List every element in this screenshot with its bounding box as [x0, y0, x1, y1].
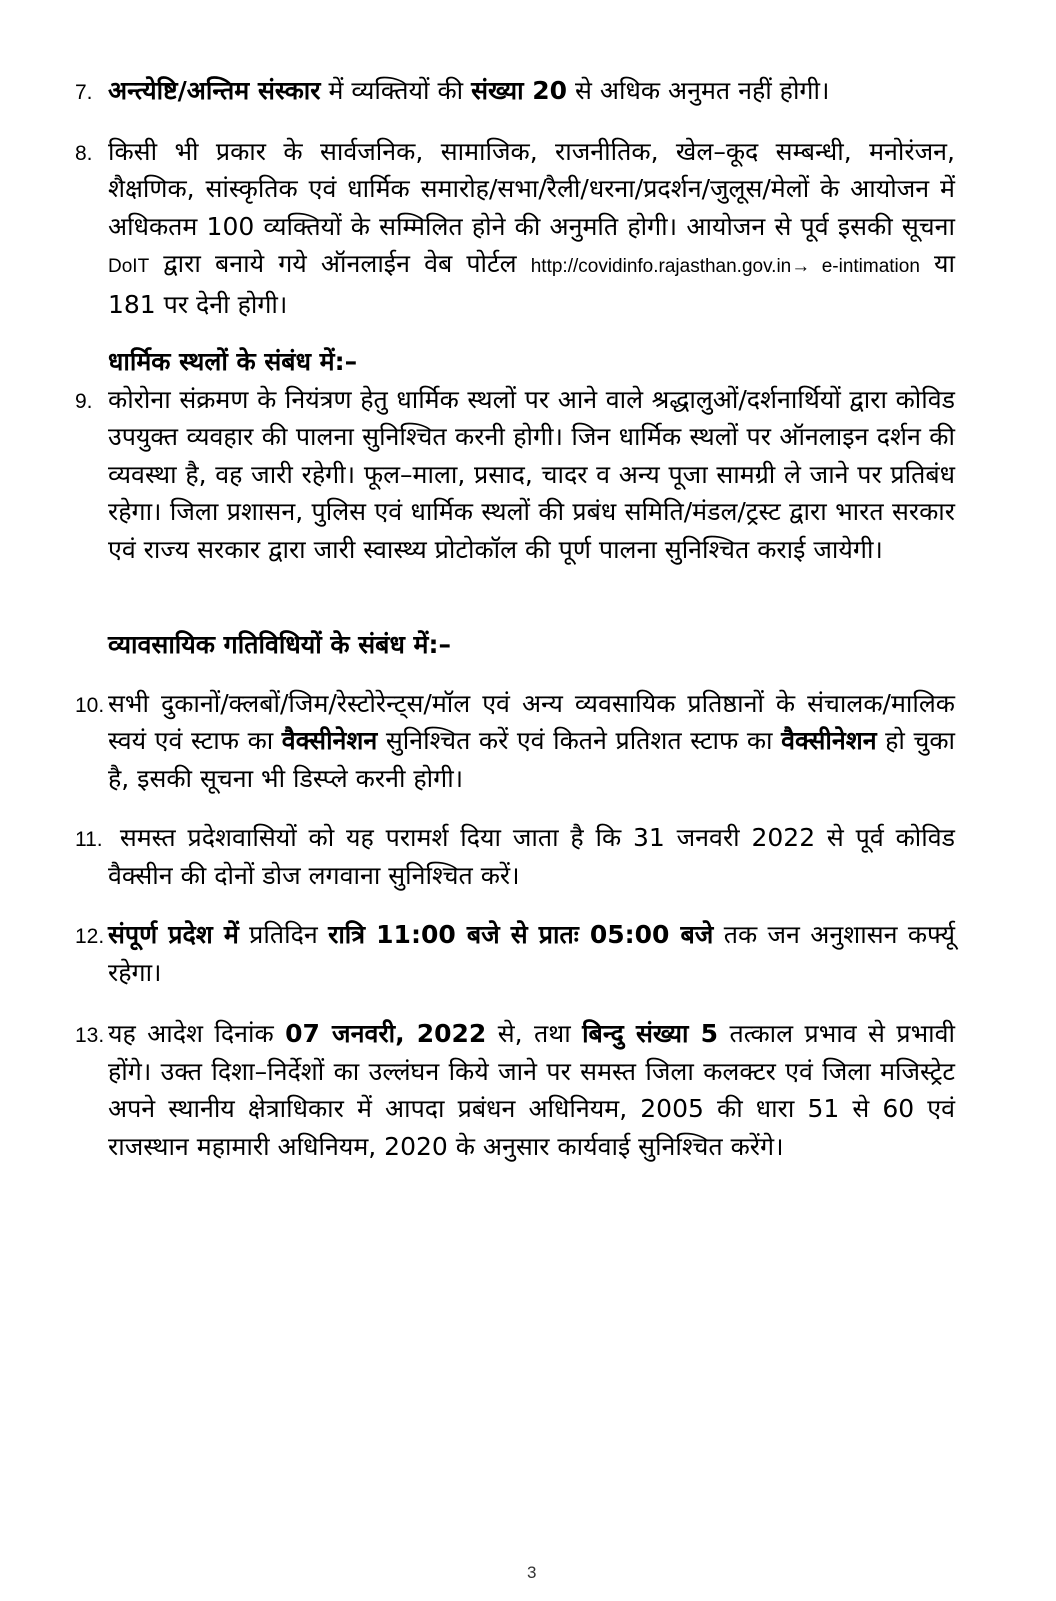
clause-text-run: में व्यक्तियों की — [320, 76, 472, 105]
clause-11 — [75, 819, 955, 894]
clause-text-run: समस्त प्रदेशवासियों को यह परामर्श दिया जाता है कि 31 जनवरी 2022 से पूर्व कोविड वैक्सीन की दोनों डोज लगवाना सुनिश्चित करें। — [108, 823, 955, 890]
clause-bold-text: संपूर्ण प्रदेश में — [108, 920, 239, 949]
clause-9 — [75, 381, 955, 569]
clause-bold-text: बिन्दु संख्या 5 — [582, 1019, 719, 1048]
portal-url: http://covidinfo.rajasthan.gov.in→ e-intimation — [530, 256, 920, 277]
clause-bold-text: अन्त्येष्टि/अन्तिम संस्कार — [108, 76, 321, 105]
clause-bold-text: संख्या 20 — [471, 76, 568, 105]
clause-bold-text: 07 जनवरी, 2022 — [285, 1019, 487, 1048]
clause-10 — [75, 685, 955, 798]
clause-number: 7. — [75, 81, 93, 104]
clause-text-run: यह आदेश दिनांक — [108, 1019, 286, 1048]
clause-text-run: तक जन अनुशासन कर्फ्यू रहेगा। — [108, 920, 955, 987]
clause-8 — [75, 133, 955, 324]
clause-number: 8. — [75, 141, 93, 165]
clause-number: 12. — [75, 925, 105, 948]
clause-bold-text: रात्रि 11:00 बजे से प्रातः 05:00 बजे — [328, 920, 714, 949]
clause-13 — [75, 1015, 955, 1165]
religious-places-heading: धार्मिक स्थलों के संबंध में:– — [108, 347, 358, 376]
clause-text — [108, 72, 955, 110]
clause-number: 13. — [75, 1024, 105, 1047]
clause-number: 10. — [75, 693, 105, 717]
doit-label: DoIT — [108, 256, 150, 277]
clause-text-run: प्रतिदिन — [238, 920, 329, 949]
clause-7 — [75, 72, 955, 112]
clause-bold-text: वैक्सीनेशन — [281, 726, 378, 755]
clause-text — [108, 916, 955, 991]
business-activities-heading: व्यावसायिक गतिविधियों के संबंध में:– — [108, 630, 451, 659]
document-body — [75, 72, 955, 1165]
clause-number: 11. — [75, 828, 103, 851]
clause-text-run: सभी दुकानों/क्लबों/जिम/रेस्टोरेन्ट्स/मॉल एवं अन्य व्यवसायिक प्रतिष्ठानों के संचालक/मालिक स्वयं एवं स्टाफ का — [108, 688, 955, 755]
clause-text-run: तत्काल प्रभाव से प्रभावी होंगे। उक्त दिशा–निर्देशों का उल्लंघन किये जाने पर समस्त जिला कलक्टर एवं जिला मजिस्ट्रेट अपने स्थानीय क्षेत्राधिकार में आपदा प्रबंधन अधिनियम, 2005 की धारा 51 से 60 एवं राजस्थान महामारी अधिनियम, 2020 के अनुसार कार्यवाई सुनिश्चित करेंगे। — [108, 1019, 955, 1161]
clause-number: 9. — [75, 389, 93, 413]
clause-text — [108, 685, 955, 798]
clause-text-run: से, तथा — [486, 1019, 583, 1048]
clause-text — [108, 381, 955, 569]
clause-text-run: हो चुका है, इसकी सूचना भी डिस्प्ले करनी होगी। — [108, 726, 955, 793]
clause-bold-text: वैक्सीनेशन — [781, 726, 877, 755]
page-number: 3 — [527, 1563, 537, 1582]
clause-text-run: द्वारा बनाये गये ऑनलाईन वेब पोर्टल — [149, 249, 531, 278]
clause-12 — [75, 916, 955, 991]
clause-text-run: से अधिक अनुमत नहीं होगी। — [567, 76, 830, 105]
clause-text — [108, 133, 955, 324]
clause-text-run: या 181 पर देनी होगी। — [108, 249, 956, 319]
clause-text-run: सुनिश्चित करें एवं कितने प्रतिशत स्टाफ का — [377, 726, 782, 755]
clause-text — [108, 819, 955, 894]
clause-text — [108, 1015, 955, 1165]
clause-text-run: किसी भी प्रकार के सार्वजनिक, सामाजिक, राजनीतिक, खेल–कूद सम्बन्धी, मनोरंजन, शैक्षणिक, सांस्कृतिक एवं धार्मिक समारोह/सभा/रैली/धरना/प्रदर्शन/जुलूस/मेलों के आयोजन में अधिकतम 100 व्यक्तियों के सम्मिलित होने की अनुमति होगी। आयोजन से पूर्व इसकी सूचना — [108, 136, 955, 241]
clause-text-run: कोरोना संक्रमण के नियंत्रण हेतु धार्मिक स्थलों पर आने वाले श्रद्धालुओं/दर्शनार्थियों द्वारा कोविड उपयुक्त व्यवहार की पालना सुनिश्चित करनी होगी। जिन धार्मिक स्थलों पर ऑनलाइन दर्शन की व्यवस्था है, वह जारी रहेगी। फूल–माला, प्रसाद, चादर व अन्य पूजा सामग्री ले जाने पर प्रतिबंध रहेगा। जिला प्रशासन, पुलिस एवं धार्मिक स्थलों की प्रबंध समिति/मंडल/ट्रस्ट द्वारा भारत सरकार एवं राज्य सरकार द्वारा जारी स्वास्थ्य प्रोटोकॉल की पूर्ण पालना सुनिश्चित कराई जायेगी। — [108, 384, 955, 564]
